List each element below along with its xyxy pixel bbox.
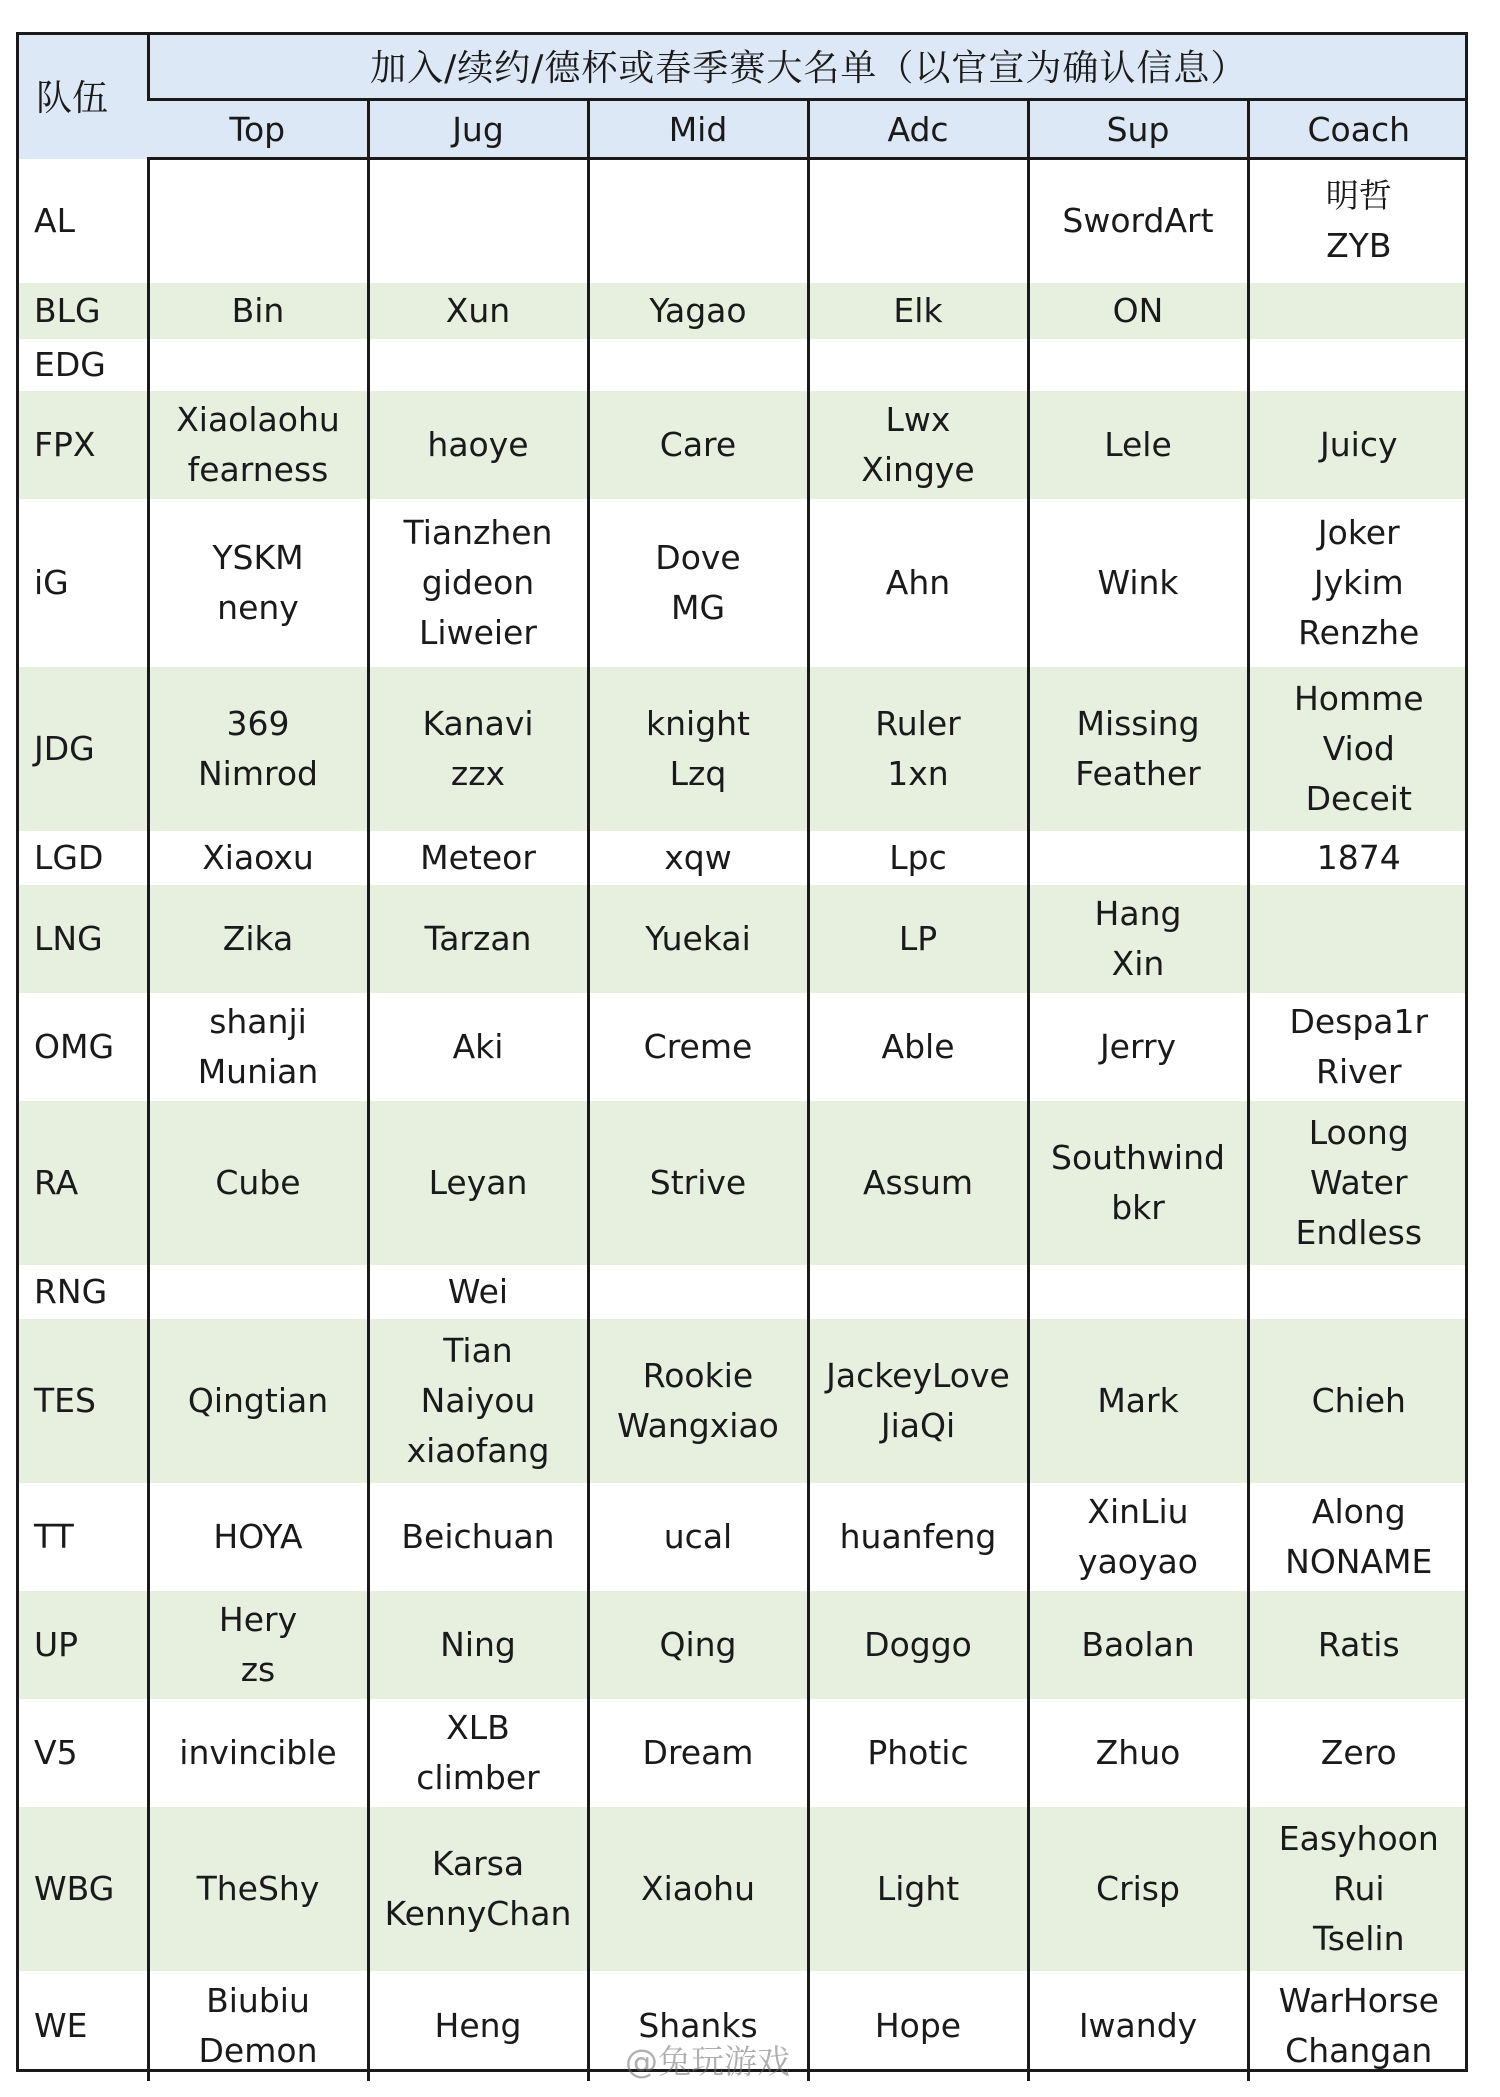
roster-cell-adc xyxy=(808,1483,1028,1591)
roster-cell-jug xyxy=(368,1699,588,1807)
player-name: Dream xyxy=(642,1732,754,1772)
player-name: JackeyLove xyxy=(826,1355,1010,1395)
player-name: Wei xyxy=(447,1271,509,1311)
roster-cell-coach xyxy=(1248,667,1468,831)
player-name: shanji xyxy=(209,1001,307,1041)
roster-cell-top xyxy=(148,885,368,993)
roster-cell-mid xyxy=(588,159,808,283)
player-name: XLB xyxy=(446,1707,510,1747)
roster-cell-coach xyxy=(1248,283,1468,339)
player-name: knight xyxy=(646,703,750,743)
table-row xyxy=(16,1319,1468,1483)
team-name-cell: TT xyxy=(16,1483,148,1591)
player-name: 1xn xyxy=(887,753,949,793)
player-name: Lwx xyxy=(885,399,951,439)
roster-cell-mid xyxy=(588,499,808,667)
player-name: Zhuo xyxy=(1095,1732,1181,1772)
player-name: Iwandy xyxy=(1078,2005,1198,2045)
player-name: Shanks xyxy=(638,2005,758,2045)
player-name: Photic xyxy=(867,1732,969,1772)
roster-cell-adc xyxy=(808,159,1028,283)
player-name: yaoyao xyxy=(1078,1541,1198,1581)
table-row xyxy=(16,283,1468,339)
player-name: ucal xyxy=(663,1516,733,1556)
player-name: Mark xyxy=(1097,1380,1179,1420)
player-name: Wink xyxy=(1097,562,1179,602)
player-name: gideon xyxy=(421,562,535,602)
player-name: xqw xyxy=(664,837,732,877)
player-name: Kanavi xyxy=(422,703,534,743)
roster-cell-top xyxy=(148,1483,368,1591)
roster-cell-top xyxy=(148,993,368,1101)
roster-cell-jug xyxy=(368,159,588,283)
player-name: climber xyxy=(416,1757,540,1797)
player-name: WarHorse xyxy=(1278,1980,1439,2020)
table-row xyxy=(16,159,1468,283)
roster-cell-sup xyxy=(1028,1807,1248,1971)
player-name: LP xyxy=(898,918,938,958)
player-name: huanfeng xyxy=(839,1516,997,1556)
player-name: Care xyxy=(659,424,737,464)
team-name-cell: LGD xyxy=(16,831,148,885)
player-name: TheShy xyxy=(196,1868,320,1908)
roster-cell-jug xyxy=(368,1483,588,1591)
roster-cell-coach xyxy=(1248,885,1468,993)
roster-cell-jug xyxy=(368,885,588,993)
roster-cell-sup xyxy=(1028,667,1248,831)
roster-cell-sup xyxy=(1028,159,1248,283)
player-name: Elk xyxy=(893,290,943,330)
player-name: Homme xyxy=(1293,678,1424,718)
roster-cell-sup xyxy=(1028,831,1248,885)
player-name: Able xyxy=(881,1026,955,1066)
roster-cell-jug xyxy=(368,283,588,339)
player-name: Aki xyxy=(452,1026,504,1066)
table-row xyxy=(16,831,1468,885)
roster-cell-sup xyxy=(1028,1483,1248,1591)
roster-cell-top xyxy=(148,1265,368,1319)
roster-cell-jug xyxy=(368,391,588,499)
roster-cell-top xyxy=(148,1807,368,1971)
player-name: Deceit xyxy=(1305,778,1412,818)
roster-cell-jug xyxy=(368,1591,588,1699)
player-name: Southwind xyxy=(1051,1137,1225,1177)
roster-cell-mid xyxy=(588,667,808,831)
team-name-cell: V5 xyxy=(16,1699,148,1807)
roster-cell-mid xyxy=(588,1319,808,1483)
roster-cell-sup xyxy=(1028,499,1248,667)
role-header-jug: Jug xyxy=(368,100,588,159)
roster-cell-mid xyxy=(588,1699,808,1807)
player-name: Along xyxy=(1311,1491,1406,1531)
roster-cell-adc xyxy=(808,499,1028,667)
player-name: Zika xyxy=(222,918,294,958)
table-row xyxy=(16,993,1468,1101)
player-name: xiaofang xyxy=(406,1430,550,1470)
player-name: Missing xyxy=(1076,703,1200,743)
player-name: Tselin xyxy=(1313,1918,1405,1958)
player-name: ZYB xyxy=(1326,226,1392,266)
roster-cell-coach xyxy=(1248,339,1468,391)
player-name: Loong xyxy=(1308,1112,1409,1152)
player-name: Tian xyxy=(443,1330,513,1370)
player-name: Lele xyxy=(1104,424,1172,464)
player-name: Tarzan xyxy=(424,918,532,958)
roster-cell-top xyxy=(148,1591,368,1699)
roster-cell-adc xyxy=(808,1699,1028,1807)
player-name: invincible xyxy=(179,1732,337,1772)
roster-cell-mid xyxy=(588,993,808,1101)
team-name-cell: AL xyxy=(16,159,148,283)
roster-cell-jug xyxy=(368,1807,588,1971)
weibo-watermark: @兔玩游戏 xyxy=(625,2042,790,2081)
player-name: Ahn xyxy=(885,562,951,602)
player-name: Ratis xyxy=(1317,1624,1400,1664)
table-row xyxy=(16,1699,1468,1807)
player-name: Lzq xyxy=(669,753,727,793)
player-name: Karsa xyxy=(431,1843,525,1883)
player-name: Easyhoon xyxy=(1278,1818,1439,1858)
player-name: Heng xyxy=(434,2005,522,2045)
table-row xyxy=(16,339,1468,391)
roster-cell-coach xyxy=(1248,1265,1468,1319)
table-row xyxy=(16,1591,1468,1699)
player-name: SwordArt xyxy=(1062,201,1214,241)
roster-cell-top xyxy=(148,1101,368,1265)
roster-cell-jug xyxy=(368,993,588,1101)
team-name-cell: RA xyxy=(16,1101,148,1265)
player-name: Baolan xyxy=(1081,1624,1195,1664)
roster-cell-top xyxy=(148,283,368,339)
table-row xyxy=(16,1265,1468,1319)
roster-cell-adc xyxy=(808,1971,1028,2081)
player-name: Strive xyxy=(649,1162,747,1202)
player-name: Naiyou xyxy=(420,1380,536,1420)
roster-cell-mid xyxy=(588,831,808,885)
roster-cell-jug xyxy=(368,339,588,391)
roster-cell-coach xyxy=(1248,159,1468,283)
roster-cell-top xyxy=(148,339,368,391)
roster-cell-jug xyxy=(368,1971,588,2081)
roster-cell-sup xyxy=(1028,1265,1248,1319)
roster-cell-top xyxy=(148,1699,368,1807)
team-column-header: 队伍 xyxy=(16,32,148,159)
player-name: YSKM xyxy=(212,537,304,577)
team-name-cell: JDG xyxy=(16,667,148,831)
roster-cell-top xyxy=(148,667,368,831)
roster-cell-adc xyxy=(808,667,1028,831)
roster-cell-mid xyxy=(588,1807,808,1971)
roster-cell-jug xyxy=(368,499,588,667)
role-header-top: Top xyxy=(148,100,368,159)
table-row xyxy=(16,499,1468,667)
player-name: Chieh xyxy=(1311,1380,1406,1420)
roster-cell-mid xyxy=(588,1591,808,1699)
team-name-cell: TES xyxy=(16,1319,148,1483)
roster-cell-mid xyxy=(588,1483,808,1591)
roster-cell-adc xyxy=(808,1807,1028,1971)
player-name: Tianzhen xyxy=(403,512,553,552)
player-name: River xyxy=(1316,1051,1402,1091)
player-name: Biubiu xyxy=(206,1980,310,2020)
player-name: Cube xyxy=(215,1162,301,1202)
player-name: Hery xyxy=(218,1599,298,1639)
roster-cell-adc xyxy=(808,885,1028,993)
roster-cell-mid xyxy=(588,283,808,339)
team-name-cell: LNG xyxy=(16,885,148,993)
player-name: Despa1r xyxy=(1289,1001,1429,1041)
roster-cell-mid xyxy=(588,1101,808,1265)
team-name-cell: BLG xyxy=(16,283,148,339)
player-name: Xin xyxy=(1111,943,1165,983)
player-name: Xiaolaohu xyxy=(176,399,340,439)
team-name-cell: UP xyxy=(16,1591,148,1699)
player-name: Hope xyxy=(874,2005,962,2045)
roster-cell-jug xyxy=(368,831,588,885)
player-name: zzx xyxy=(450,753,506,793)
roster-table-container xyxy=(16,32,1468,2072)
roster-cell-top xyxy=(148,391,368,499)
roster-cell-adc xyxy=(808,1319,1028,1483)
player-name: Yagao xyxy=(649,290,747,330)
player-name: MG xyxy=(670,587,726,627)
roster-cell-jug xyxy=(368,1319,588,1483)
player-name: neny xyxy=(217,587,299,627)
roster-body xyxy=(16,159,1468,2081)
roster-cell-top xyxy=(148,159,368,283)
player-name: Jykim xyxy=(1313,562,1404,602)
player-name: HOYA xyxy=(213,1516,303,1556)
roster-cell-jug xyxy=(368,667,588,831)
player-name: Jerry xyxy=(1099,1026,1177,1066)
role-header-adc: Adc xyxy=(808,100,1028,159)
roster-cell-jug xyxy=(368,1265,588,1319)
roster-cell-mid xyxy=(588,391,808,499)
player-name: Rui xyxy=(1333,1868,1385,1908)
roster-cell-top xyxy=(148,1971,368,2081)
roster-cell-coach xyxy=(1248,1971,1468,2081)
team-name-cell: iG xyxy=(16,499,148,667)
player-name: Xiaoxu xyxy=(202,837,314,877)
roster-cell-adc xyxy=(808,831,1028,885)
player-name: Liweier xyxy=(419,612,537,652)
team-name-cell: FPX xyxy=(16,391,148,499)
table-row xyxy=(16,1483,1468,1591)
player-name: Changan xyxy=(1285,2030,1433,2070)
player-name: Xiaohu xyxy=(640,1868,756,1908)
roster-cell-sup xyxy=(1028,339,1248,391)
player-name: Light xyxy=(876,1868,960,1908)
roster-cell-mid xyxy=(588,885,808,993)
team-name-cell: WBG xyxy=(16,1807,148,1971)
roster-cell-coach xyxy=(1248,499,1468,667)
roster-cell-adc xyxy=(808,1591,1028,1699)
roster-cell-coach xyxy=(1248,1591,1468,1699)
player-name: ON xyxy=(1112,290,1164,330)
table-row xyxy=(16,1807,1468,1971)
roster-cell-sup xyxy=(1028,1591,1248,1699)
player-name: Nimrod xyxy=(198,753,318,793)
player-name: zs xyxy=(240,1649,276,1689)
roster-cell-mid xyxy=(588,339,808,391)
table-title-banner: 加入/续约/德杯或春季赛大名单（以官宣为确认信息） xyxy=(148,32,1468,100)
table-row xyxy=(16,885,1468,993)
player-name: Crisp xyxy=(1096,1868,1180,1908)
role-header-coach: Coach xyxy=(1248,100,1468,159)
player-name: Creme xyxy=(643,1026,753,1066)
roster-cell-coach xyxy=(1248,391,1468,499)
roster-cell-coach xyxy=(1248,1483,1468,1591)
roster-cell-coach xyxy=(1248,831,1468,885)
roster-cell-top xyxy=(148,1319,368,1483)
player-name: Munian xyxy=(197,1051,319,1091)
roster-table xyxy=(16,32,1468,2081)
player-name: Renzhe xyxy=(1298,612,1420,652)
roster-cell-adc xyxy=(808,1101,1028,1265)
player-name: fearness xyxy=(187,449,329,489)
roster-cell-coach xyxy=(1248,993,1468,1101)
roster-cell-sup xyxy=(1028,1971,1248,2081)
team-name-cell: WE xyxy=(16,1971,148,2081)
roster-cell-coach xyxy=(1248,1101,1468,1265)
roster-cell-coach xyxy=(1248,1807,1468,1971)
player-name: Demon xyxy=(198,2030,318,2070)
player-name: Leyan xyxy=(428,1162,528,1202)
player-name: XinLiu xyxy=(1087,1491,1189,1531)
player-name: Beichuan xyxy=(401,1516,555,1556)
roster-cell-top xyxy=(148,499,368,667)
player-name: Qingtian xyxy=(187,1380,329,1420)
team-name-cell: RNG xyxy=(16,1265,148,1319)
roster-cell-sup xyxy=(1028,1101,1248,1265)
player-name: Yuekai xyxy=(645,918,751,958)
role-header-sup: Sup xyxy=(1028,100,1248,159)
roster-cell-sup xyxy=(1028,1699,1248,1807)
roster-cell-adc xyxy=(808,1265,1028,1319)
player-name: NONAME xyxy=(1285,1541,1433,1581)
player-name: Dove xyxy=(655,537,741,577)
player-name: JiaQi xyxy=(880,1405,956,1445)
player-name: Xun xyxy=(445,290,511,330)
team-name-cell: OMG xyxy=(16,993,148,1101)
player-name: 369 xyxy=(226,703,290,743)
player-name: Endless xyxy=(1295,1212,1423,1252)
player-name: Joker xyxy=(1317,512,1400,552)
roster-cell-adc xyxy=(808,283,1028,339)
roster-cell-adc xyxy=(808,993,1028,1101)
roster-cell-mid xyxy=(588,1265,808,1319)
player-name: Assum xyxy=(862,1162,974,1202)
roster-cell-sup xyxy=(1028,283,1248,339)
role-header-mid: Mid xyxy=(588,100,808,159)
player-name: Juicy xyxy=(1320,424,1398,464)
player-name: Xingye xyxy=(861,449,975,489)
roster-cell-coach xyxy=(1248,1699,1468,1807)
player-name: Viod xyxy=(1322,728,1395,768)
player-name: Meteor xyxy=(420,837,536,877)
roster-cell-jug xyxy=(368,1101,588,1265)
roster-cell-adc xyxy=(808,391,1028,499)
player-name: bkr xyxy=(1111,1187,1165,1227)
table-row xyxy=(16,667,1468,831)
roster-cell-adc xyxy=(808,339,1028,391)
player-name: 1874 xyxy=(1316,837,1401,877)
roster-cell-top xyxy=(148,831,368,885)
player-name: Hang xyxy=(1094,893,1182,933)
player-name: Bin xyxy=(231,290,285,330)
roster-cell-sup xyxy=(1028,1319,1248,1483)
player-name: Qing xyxy=(659,1624,737,1664)
table-row xyxy=(16,391,1468,499)
roster-cell-sup xyxy=(1028,993,1248,1101)
player-name: Ruler xyxy=(875,703,961,743)
player-name: 明哲 xyxy=(1325,176,1392,216)
player-name: Lpc xyxy=(889,837,947,877)
player-name: haoye xyxy=(427,424,529,464)
table-row xyxy=(16,1101,1468,1265)
roster-cell-sup xyxy=(1028,885,1248,993)
player-name: Zero xyxy=(1320,1732,1397,1772)
roster-cell-sup xyxy=(1028,391,1248,499)
player-name: Feather xyxy=(1075,753,1201,793)
player-name: KennyChan xyxy=(384,1893,572,1933)
player-name: Doggo xyxy=(864,1624,972,1664)
player-name: Rookie xyxy=(642,1355,754,1395)
roster-cell-coach xyxy=(1248,1319,1468,1483)
player-name: Wangxiao xyxy=(617,1405,779,1445)
player-name: Water xyxy=(1309,1162,1408,1202)
team-name-cell: EDG xyxy=(16,339,148,391)
player-name: Ning xyxy=(440,1624,516,1664)
